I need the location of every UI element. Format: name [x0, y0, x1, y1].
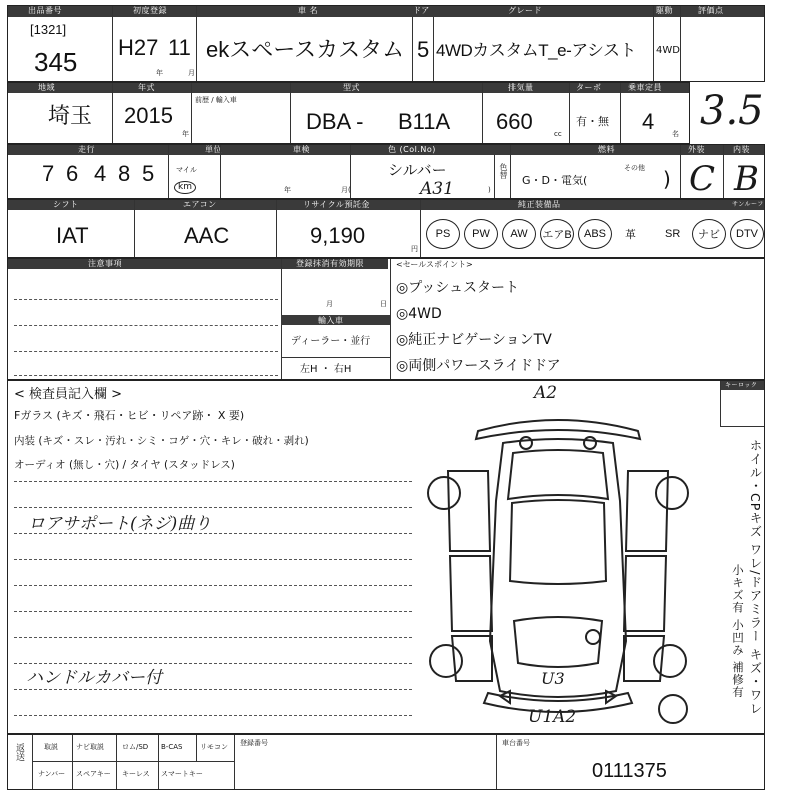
ac-type: AAC: [184, 223, 230, 248]
inspection-interior: 内装 (キズ・スレ・汚れ・シミ・コゲ・穴・キレ・破れ・剥れ): [14, 435, 309, 447]
model-year-unit: 年: [182, 130, 189, 138]
bottom-row: [7, 734, 765, 790]
turbo: 有・無: [576, 115, 609, 128]
fuel-close: ): [663, 167, 671, 191]
item-keyless: キーレス: [122, 770, 150, 778]
row-4: [7, 199, 765, 258]
reg-year: H27: [118, 35, 159, 60]
reg-day: 日: [380, 300, 387, 308]
grade-header: グレード: [508, 6, 542, 15]
color-code: A31: [420, 179, 454, 199]
mark-bottom-u1a2: U1A2: [528, 707, 577, 727]
cc-header: 排気量: [508, 83, 534, 92]
displacement: 660: [496, 109, 533, 134]
notes-header-bar: [8, 259, 388, 269]
score-header: 評価点: [698, 6, 724, 15]
history-label: 前歴 / 輸入車: [195, 96, 237, 104]
mileage-digit-3: 4: [94, 161, 107, 186]
model-year: 2015: [124, 103, 173, 128]
sales-points-header: <セールスポイント>: [396, 260, 473, 269]
row-2: [7, 82, 690, 144]
sunroof-header: サンルーフ: [732, 201, 764, 208]
interior-grade: B: [734, 159, 759, 199]
side-label-wheel-mirror: ホイル・CPキズ ワレ/ドアミラー キズ・ワレ: [748, 439, 763, 716]
lot-header: 出品番号: [28, 6, 62, 15]
item-plate: ナンバー: [38, 770, 66, 778]
inspection-header: < 検査員記入欄 >: [14, 387, 123, 402]
seats-header: 乗車定員: [628, 83, 662, 92]
equip-abs: ABS: [578, 219, 612, 249]
interior-header: 内装: [733, 145, 750, 154]
equip-sr: SR: [665, 228, 681, 240]
score-value: 3.5: [700, 88, 764, 134]
sales-point-2: ◎4WD: [396, 306, 442, 322]
inspection-section: [7, 380, 765, 734]
row-1: [7, 5, 765, 82]
equip-leather: 革: [625, 228, 636, 241]
row-3-header-bar: [8, 145, 764, 155]
item-rom-sd: ロム/SD: [122, 743, 149, 751]
car-name: ekスペースカスタム: [206, 37, 405, 62]
notes-header: 注意事項: [88, 259, 122, 268]
lot-number: 345: [34, 47, 78, 77]
region-header: 地域: [38, 83, 55, 92]
shift-header: シフト: [53, 200, 79, 209]
reg-expiry-header: 登録抹消有効期限: [296, 259, 364, 268]
chassis-label: 車台番号: [502, 739, 530, 747]
turbo-header: ターボ: [576, 83, 602, 92]
unit-header: 単位: [205, 145, 222, 154]
side-label-damage: 小キズ有 小凹み 補修有: [731, 564, 745, 699]
fuel-other: その他: [624, 164, 645, 172]
inspection-month: 月(: [341, 186, 351, 194]
handwritten-note-1: ロアサポート(ネジ)曲り: [28, 514, 212, 534]
reg-month-unit: 月: [188, 69, 195, 77]
delivery-label: 返送: [14, 743, 24, 761]
cc-unit: cc: [554, 130, 562, 138]
yen-unit: 円: [411, 245, 418, 253]
recycle-header: リサイクル預託金: [303, 200, 370, 209]
body-color: シルバー: [388, 162, 447, 179]
reg-number-label: 登録番号: [240, 739, 268, 747]
row-3: [7, 144, 765, 199]
color-header: 色 (Col.No): [388, 145, 436, 154]
row-4-header-bar: [8, 200, 764, 210]
reg-year-unit: 年: [156, 69, 163, 77]
reg-header: 初度登録: [133, 6, 167, 15]
fuel-header: 燃料: [598, 145, 615, 154]
fuel-type: G・D・電気(: [522, 174, 588, 187]
row-1-header-bar: [8, 6, 764, 17]
equip-airbag: エアB: [540, 219, 574, 249]
chassis-number: 0111375: [592, 760, 667, 782]
region: 埼玉: [48, 103, 93, 128]
inspection-audio-tire: オーディオ (無し・穴) / タイヤ (スタッドレス): [14, 459, 235, 471]
mark-front-a2: A2: [534, 383, 558, 403]
type-prefix: DBA -: [306, 109, 364, 134]
equipment-header: 純正装備品: [518, 200, 561, 209]
notes-section: [7, 258, 765, 380]
grade-name: 4WDカスタムT_e-アシスト: [436, 41, 637, 60]
mileage-header: 走行: [78, 145, 95, 154]
equip-ps: PS: [426, 219, 460, 249]
seating: 4: [642, 109, 655, 134]
inspection-glass: Fガラス (キズ・飛石・ヒビ・リペア跡・ X 要): [14, 409, 245, 422]
equip-aw: AW: [502, 219, 536, 249]
unit-km: km: [174, 181, 196, 194]
item-navi-manual: ナビ取説: [76, 743, 104, 751]
seats-unit: 名: [672, 130, 679, 138]
type-header: 型式: [343, 83, 360, 92]
reg-month: 11: [168, 35, 191, 60]
item-smart-key: スマートキー: [161, 770, 203, 778]
mileage-digit-4: 8: [118, 161, 131, 186]
equip-pw: PW: [464, 219, 498, 249]
carname-header: 車 名: [298, 6, 319, 15]
drive-header: 駆動: [656, 6, 673, 15]
keylock-label: キーロック: [725, 382, 758, 389]
mileage-digit-1: 7: [42, 161, 55, 186]
unit-mile: マイル: [176, 166, 197, 174]
exterior-grade: C: [689, 159, 716, 199]
recycle-fee: 9,190: [310, 223, 366, 248]
inspection-year: 年: [284, 186, 291, 194]
reg-month: 月: [326, 300, 333, 308]
sales-point-3: ◎純正ナビゲーションTV: [396, 332, 552, 348]
color-swap: 色替: [499, 163, 508, 179]
exterior-header: 外装: [688, 145, 705, 154]
drive-type: 4WD: [656, 45, 680, 56]
import-header: 輸入車: [318, 316, 344, 325]
car-diagram: [408, 391, 708, 731]
type-code: B11A: [398, 109, 451, 134]
equip-dtv: DTV: [730, 219, 764, 249]
row-2-header-bar: [8, 83, 689, 93]
sales-point-1: ◎プッシュスタート: [396, 280, 519, 296]
dealer-parallel: ディーラー・並行: [291, 336, 371, 347]
item-manual: 取説: [44, 743, 58, 751]
door-count: 5: [417, 37, 430, 62]
steering-side: 左H ・ 右H: [300, 364, 352, 375]
ac-header: エアコン: [183, 200, 217, 209]
doors-header: ドア: [413, 6, 430, 15]
sales-point-4: ◎両側パワースライドドア: [396, 358, 561, 374]
lot-code: [1321]: [30, 22, 67, 37]
mileage-digit-5: 5: [142, 161, 155, 186]
mileage-digit-2: 6: [66, 161, 79, 186]
year-header: 年式: [138, 83, 155, 92]
shift-type: IAT: [56, 223, 89, 248]
inspection-close: ): [488, 186, 491, 194]
inspection-header: 車検: [293, 145, 310, 154]
item-remote: リモコン: [200, 743, 228, 751]
equip-navi: ナビ: [692, 219, 726, 249]
handwritten-note-2: ハンドルカバー付: [26, 668, 162, 688]
item-bcas: B-CAS: [161, 743, 183, 751]
keylock-box: [720, 381, 764, 427]
mark-rear-u3: U3: [541, 669, 565, 688]
item-spare-key: スペアキー: [76, 770, 111, 778]
